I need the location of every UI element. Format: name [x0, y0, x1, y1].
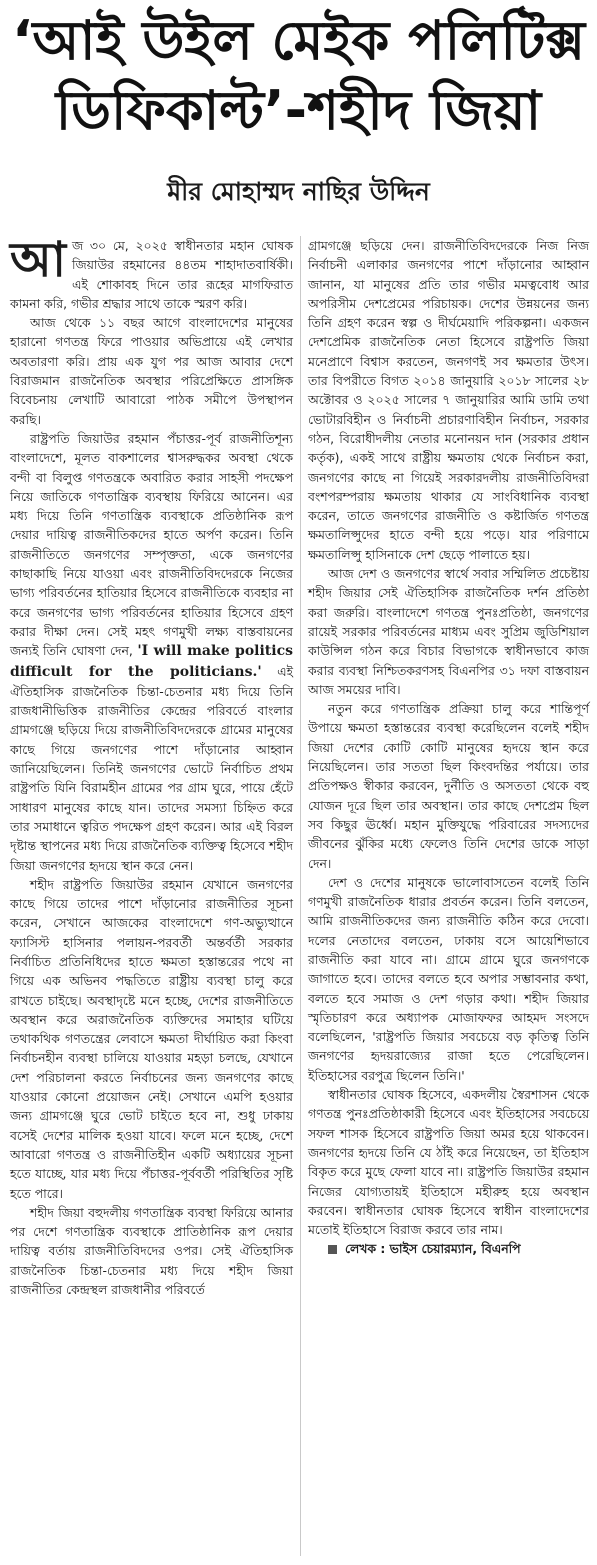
column-divider: [300, 236, 301, 1556]
paragraph: দেশ ও দেশের মানুষকে ভালোবাসতেন বলেই তিনি গণমুখী রাজনৈতিক ধারার প্রবর্তন করেন। তিনি বলতেন, আমি রাজনীতিকদের জন্য রাজনীতি কঠিন করে দেবো। দলের নেতাদের বলতেন, ঢাকায় বসে আয়েশিভাবে রাজনীতি করা যাবে না। গ্রামে গ্রামে ঘুরে জনগণকে জাগাতে হবে। তাদের বলতে হবে অপার সম্ভাবনার কথা, বলতে হবে সমাজ ও দেশ গড়ার কথা। শহীদ জিয়ার স্মৃতিচারণ করে অধ্যাপক মোজাফফর আহমদ সংসদে বলেছিলেন, 'রাষ্ট্রপতি জিয়ার সবচেয়ে বড় কৃতিত্ব তিনি জনগণের হৃদয়রাজ্যের রাজা হতে পেরেছিলেন। ইতিহাসের বরপুত্র ছিলেন তিনি।': [308, 874, 589, 1083]
drop-cap: আ: [10, 232, 66, 288]
paragraph: আজ থেকে ১১ বছর আগে বাংলাদেশের মানুষের হারানো গণতন্ত্র ফিরে পাওয়ার অভিপ্রায়ে এই লেখার অবতারণা করি। প্রায় এক যুগ পর আজ আবার দেশে বিরাজমান রাজনৈতিক অবস্থার পরিপ্রেক্ষিতে প্রাসঙ্গিক বিবেচনায় লেখাটি আবারো পাঠক সমীপে উপস্থাপন করছি।: [10, 315, 293, 427]
paragraph: শহীদ জিয়া বহুদলীয় গণতান্ত্রিক ব্যবস্থা ফিরিয়ে আনার পর দেশে গণতান্ত্রিক ব্যবস্থাকে প্রাতিষ্ঠানিক রূপ দেয়ার দায়িত্ব বর্তায় রাজনীতিবিদদের ওপর। সেই ঐতিহাসিক রাজনৈতিক চিন্তা-চেতনার মধ্য দিয়ে শহীদ জিয়া রাজনীতির কেন্দ্রস্থল রাজধানীর পরিবর্তে: [10, 1204, 293, 1298]
article-column-left: [10, 232, 293, 1299]
byline: মীর মোহাম্মদ নাছির উদ্দিন: [167, 177, 430, 206]
headline: [0, 6, 597, 146]
paragraph: নতুন করে গণতান্ত্রিক প্রক্রিয়া চালু করে শান্তিপূর্ণ উপায়ে ক্ষমতা হস্তান্তরের ব্যবস্থা করেছিলেন বলেই শহীদ জিয়া দেশের কোটি কোটি মানুষের হৃদয়ে স্থান করে নিয়েছিলেন। তার সততা ছিল কিংবদন্তির পর্যায়ে। তার প্রতিপক্ষও স্বীকার করবেন, দুর্নীতি ও অসততা থেকে বহু যোজন দূরে ছিল তার অবস্থান। তার কাছে দেশপ্রেম ছিল সব কিছুর ঊর্ধ্বে। মহান মুক্তিযুদ্ধে পরিবারের সদস্যদের জীবনের ঝুঁকির মধ্যে ফেলেও তিনি দেশের ডাকে সাড়া দেন।: [308, 701, 589, 871]
headline-line-1: ‘আই উইল মেইক পলিটিক্স: [11, 9, 586, 72]
author-label: লেখক :: [345, 1241, 386, 1257]
author-designation: ভাইস চেয়ারম্যান, বিএনপি: [389, 1241, 521, 1257]
end-mark-icon: [328, 1245, 337, 1254]
paragraph: স্বাধীনতার ঘোষক হিসেবে, একদলীয় স্বৈরশাসন থেকে গণতন্ত্র পুনঃপ্রতিষ্ঠাকারী হিসেবে এবং ইতিহাসের সবচেয়ে সফল শাসক হিসেবে রাষ্ট্রপতি জিয়া অমর হয়ে থাকবেন। জনগণের হৃদয়ে তিনি যে ঠাঁই করে নিয়েছেন, তা ইতিহাস বিকৃত করে মুছে ফেলা যাবে না। রাষ্ট্রপতি জিয়াউর রহমান নিজের যোগ্যতায়ই ইতিহাসে মহীরুহ হয়ে অবস্থান করবেন। স্বাধীনতার ঘোষক হিসেবে স্বাধীন বাংলাদেশের মতোই ইতিহাসে বিরাজ করবে তার নাম।: [308, 1087, 589, 1238]
paragraph: গ্রামগঞ্জে ছড়িয়ে দেন। রাজনীতিবিদদেরকে নিজ নিজ নির্বাচনী এলাকার জনগণের পাশে দাঁড়ানোর আহ্বান জানান, যা মানুষের প্রতি তার গভীর মমত্ববোধ আর অপরিসীম দেশপ্রেমের পরিচায়ক। দেশের উন্নয়নের জন্য তিনি গ্রহণ করেন স্বল্প ও দীর্ঘমেয়াদি পরিকল্পনা। একজন দেশপ্রেমিক রাজনৈতিক নেতা হিসেবে রাষ্ট্রপতি জিয়া মনেপ্রাণে বিশ্বাস করতেন, জনগণই সব ক্ষমতার উৎস। তার বিপরীতে বিগত ২০১৪ জানুয়ারি ২০১৮ সালের ২৮ অক্টোবর ও ২০২৫ সালের ৭ জানুয়ারির আমি ডামি তথা ভোটারবিহীন ও নির্বাচনী প্রচারণাবিহীন নির্বাচন, সরকার গঠন, বিরোধীদলীয় নেতার মনোনয়ন দান (সরকার প্রধান কর্তৃক), একই সাথে রাষ্ট্রীয় ক্ষমতায় থেকে নির্বাচন করা, জনগণের কাছে না গিয়েই সরকারদলীয় রাজনীতিবিদরা বংশপরম্পরায় ক্ষমতায় থাকার যে সাংবিধানিক ব্যবস্থা করেন, তাতে জনগণের রাজনীতি ও কষ্টার্জিত গণতন্ত্র ক্ষমতালিপ্সুদের হাতে বন্দী হয়ে পড়ে। যার পরিণামে ক্ষমতালিপ্সু হাসিনাকে দেশ ছেড়ে পালাতে হয়।: [308, 238, 589, 562]
paragraph: শহীদ রাষ্ট্রপতি জিয়াউর রহমান যেখানে জনগণের কাছে গিয়ে তাদের পাশে দাঁড়ানোর রাজনীতির সূচনা করেন, সেখানে আজকের বাংলাদেশে গণ-অভ্যুত্থানে ফ্যাসিস্ট হাসিনার পলায়ন-পরবর্তী অন্তর্বর্তী সরকার নির্বাচিত প্রতিনিধিদের হাতে ক্ষমতা হস্তান্তরের পথে না গিয়ে এক অভিনব পদ্ধতিতে রাষ্ট্রীয় ব্যবস্থা চালু করে রাখতে চাইছে। অবস্থাদৃষ্টে মনে হচ্ছে, দেশের রাজনীতিতে অবস্থান করে অরাজনৈতিক ব্যক্তিদের সমাহার ঘটিয়ে তথাকথিক গণতন্ত্রের লেবাসে ক্ষমতা দীর্ঘায়িত করা কিংবা নির্বাচনহীন ব্যবস্থা চালিয়ে যাওয়ার মহড়া চলছে, যেখানে দেশ পরিচালনা করতে নির্বাচনের জন্য জনগণের কাছে যাওয়ার কোনো প্রয়োজন নেই। সেখানে এমপি হওয়ার জন্য গ্রামগঞ্জে ঘুরে ভোট চাইতে হবে না, শুধু ঢাকায় বসেই দেশের মালিক হওয়া যাবে। ফলে মনে হচ্ছে, দেশে আবারো গণতন্ত্র ও রাজনীতিহীন একটি অধ্যায়ের সূচনা হতে যাচ্ছে, যার মধ্য দিয়ে পঁচাত্তর-পূর্ববর্তী পরিস্থিতির সৃষ্টি হতে পারে।: [10, 876, 293, 1201]
article-column-right: [308, 236, 589, 1259]
paragraph: [10, 429, 293, 875]
english-quote: 'I will make politics difficult for the politicians.': [10, 643, 293, 680]
paragraph: আজ দেশ ও জনগণের স্বার্থে সবার সম্মিলিত প্রচেষ্টায় শহীদ জিয়ার সেই ঐতিহাসিক রাজনৈতিক দর্শন প্রতিষ্ঠা করা জরুরি। বাংলাদেশে গণতন্ত্র পুনঃপ্রতিষ্ঠা, জনগণের রায়েই সরকার পরিবর্তনের মাধ্যম এবং সুপ্রিম জুডিশিয়াল কাউন্সিল গঠন করে বিচার বিভাগকে স্বাধীনভাবে কাজ করার ব্যবস্থা নিশ্চিতকরণসহ বিএনপির ৩১ দফা বাস্তবায়ন আজ সময়ের দাবি।: [308, 566, 589, 697]
headline-line-2: ডিফিকাল্ট’-শহীদ জিয়া: [55, 79, 542, 142]
paragraph-text: এই ঐতিহাসিক রাজনৈতিক চিন্তা-চেতনার মধ্য দিয়ে তিনি রাজধানীভিত্তিক রাজনীতির কেন্দ্রের পরিবর্তে বাংলার গ্রামগঞ্জে ছড়িয়ে দিয়ে রাজনীতিবিদদেরকে গ্রামের মানুষের কাছে গিয়ে জনগণের পাশে দাঁড়ানোর আহ্বান জানিয়েছিলেন। তিনিই জনগণের ভোটে নির্বাচিত প্রথম রাষ্ট্রপতি যিনি বিরামহীন গ্রামের পর গ্রাম ঘুরে, পায়ে হেঁটে সাধারণ মানুষের কাছে যান। তাদের সমস্যা চিহ্নিত করে তার সমাধানে ত্বরিত পদক্ষেপ গ্রহণ করেন। আর এই বিরল দৃষ্টান্ত স্থাপনের মধ্য দিয়ে রাজনৈতিক ব্যক্তিত্ব হিসেবে শহীদ জিয়া জনগণের হৃদয়ে স্থান করে নেন।: [10, 663, 293, 873]
paragraph-text: রাষ্ট্রপতি জিয়াউর রহমান পঁচাত্তর-পূর্ব রাজনীতিশূন্য বাংলাদেশে, মূলত বাকশালের শ্বাসরুদ্ধকর অবস্থা থেকে বন্দী বা বিলুপ্ত গণতন্ত্রকে অবারিত করার সাহসী পদক্ষেপ নিয়ে জাতিকে গণতান্ত্রিক ব্যবস্থায় ফিরিয়ে আনেন। এর মধ্য দিয়ে তিনি গণতান্ত্রিক ব্যবস্থাকে প্রতিষ্ঠানিক রূপ দেয়ার দায়িত্ব রাজনীতিকদের হাতে অর্পণ করেন। তিনি রাজনীতিতে জনগণের সম্পৃক্ততা, একে জনগণের কাছাকাছি নিয়ে যাওয়া এবং রাজনীতিবিদদেরকে নিজের ভাগ্য পরিবর্তনের হাতিয়ার হিসেবে রাজনীতিকে ব্যবহার না করে জনগণের ভাগ্য পরিবর্তনের হাতিয়ার হিসেবে গ্রহণ করার দীক্ষা দেন। সেই মহৎ গণমুখী লক্ষ্য বাস্তবায়নের জন্যই তিনি ঘোষণা দেন,: [10, 430, 293, 659]
paragraph: [10, 232, 293, 313]
author-line: [308, 1239, 589, 1258]
paragraph-text: জ ৩০ মে, ২০২৫ স্বাধীনতার মহান ঘোষক জিয়াউর রহমানের ৪৪তম শাহাদাতবার্ষিকী। এই শোকাবহ দিনে তার রূহের মাগফিরাত কামনা করি, গভীর শ্রদ্ধার সাথে তাকে স্মরণ করি।: [10, 238, 293, 311]
